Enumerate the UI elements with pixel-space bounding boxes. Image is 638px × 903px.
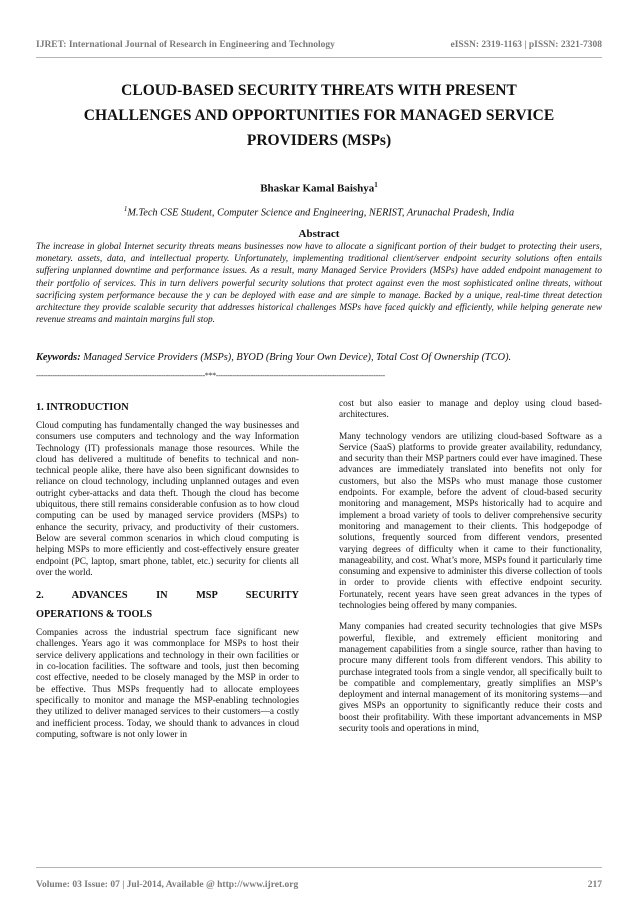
paper-title <box>50 78 588 153</box>
keywords <box>36 352 602 363</box>
paragraph: cost but also easier to manage and deploy using cloud based-architectures. <box>339 399 602 421</box>
affiliation-sup: 1 <box>123 205 128 213</box>
keywords-text: Managed Service Providers (MSPs), BYOD (Bring Your Own Device), Total Cost Of Ownership (TCO). <box>83 352 512 363</box>
right-column <box>339 399 602 745</box>
journal-name: IJRET: International Journal of Research in Engineering and Technology <box>36 40 335 50</box>
volume-info: Volume: 03 Issue: 07 | Jul-2014, Available @ http://www.ijret.org <box>36 880 299 890</box>
title-line: CHALLENGES AND OPPORTUNITIES FOR MANAGED SERVICE <box>83 107 555 124</box>
running-footer <box>36 880 602 894</box>
author-sup: 1 <box>374 181 378 189</box>
issn-info: eISSN: 2319-1163 | pISSN: 2321-7308 <box>450 40 602 50</box>
abstract-heading: Abstract <box>298 228 340 240</box>
section2-heading-cont: OPERATIONS & TOOLS <box>36 609 153 621</box>
section1-paragraph: Cloud computing has fundamentally changed the way businesses and consumers use computers and technology and the way Information Technology (IT) professionals manage those resources. While the cloud has delivered a multitude of benefits to technical and non-technical people alike, there have also been significant downsides to reliance on cloud technology, including unplanned outages and even outright cyber-attacks and data theft. Though the cloud has become ubiquitous, there still remains considerable confusion as to how cloud computing can be used by managed service providers (MSPs) to enhance the security, privacy, and productivity of their customers. Below are several common scenarios in which cloud computing is helping MSPs to more efficiently and cost-effectively ensure greater endpoint (PC, laptop, smart phone, tablet, etc.) security for clients all over the world. <box>36 421 299 578</box>
author-name: Bhaskar Kamal Baishya <box>260 182 375 195</box>
running-header <box>36 40 602 54</box>
abstract-text: The increase in global Internet security threats means businesses now have to allocate a significant portion of their budget to protecting their users, monetary. assets, data, and intellectual property. Unfortunately, implementing traditional client/server endpoint security solutions often entails suffering unplanned downtime and performance issues. As a result, many Managed Service Providers (MSPs) have added endpoint management to their portfolio of services. This in turn delivers powerful security solutions that protect against even the most sophisticated online threats, without sacrificing system performance because the y can be deployed with ease and are simple to manage. Backed by a unique, real-time threat detection architecture they provide scalable security that addresses historical challenges MSPs have faced quickly and efficiently, while helping generate new revenue streams and maintain margins full stop. <box>36 242 602 326</box>
header-rule <box>36 57 602 58</box>
section2-heading: 2. ADVANCES IN MSP SECURITY <box>36 590 299 602</box>
section2-paragraph: Companies across the industrial spectrum face significant new challenges. Years ago it was commonplace for MSPs to host their service delivery applications and technology in their own facilities or in co-location facilities. The software and tools, just then becoming cost effective, needed to be closely managed by the MSP in order to be effective. Thus MSPs frequently had to allocate employees specifically to monitor and manage the MSP-enabling technologies they utilized to deliver managed services to their customers—a costly and inefficient process. Today, we should thank to advances in cloud computing, software is not only lower in <box>36 628 299 740</box>
page-number: 217 <box>587 880 602 890</box>
section-separator: -------------------------------------------------------------------------***------------------------------------------------------------------------- <box>36 371 385 380</box>
footer-rule <box>36 867 602 868</box>
title-line: PROVIDERS (MSPs) <box>246 132 392 149</box>
affiliation <box>0 205 638 218</box>
affiliation-text: M.Tech CSE Student, Computer Science and Engineering, NERIST, Arunachal Pradesh, India <box>127 207 515 219</box>
author <box>0 181 638 195</box>
keywords-label: Keywords: <box>36 352 81 363</box>
title-line: CLOUD-BASED SECURITY THREATS WITH PRESENT <box>121 82 517 99</box>
section1-heading: 1. INTRODUCTION <box>36 402 129 413</box>
left-column <box>36 401 299 751</box>
paragraph: Many technology vendors are utilizing cloud-based Software as a Service (SaaS) platforms to provide greater availability, redundancy, and security than their MSP partners could ever have imagined. These advances are immediately translated into benefits not only for customers, but also the MSPs who must manage those customer endpoints. For example, before the advent of cloud-based security monitoring and management, MSPs historically had to acquire and implement a broad variety of tools to deliver comprehensive security monitoring and management to their clients. This hodgepodge of solutions, frequently sourced from different vendors, presented varying degrees of difficulty when it came to their functionality, manageability, and cost. What’s more, MSPs found it particularly time consuming and expensive to administer this diverse collection of tools in order to provide clients with effective endpoint security. Fortunately, recent years have seen great advances in the types of technologies being offered by many companies. <box>339 431 602 612</box>
paragraph: Many companies had created security technologies that give MSPs powerful, flexible, and extremely efficient monitoring and management capabilities from a single source, rather than having to procure many different tools from different vendors. This ability to purchase integrated tools from a single vendor, all specifically built to be compatible and complementary, greatly simplifies an MSP’s deployment and internal management of its monitoring systems—and gives MSPs an opportunity to significantly reduce their costs and boost their profitability. With these important advancements in MSP security tools and operations in mind, <box>339 622 602 735</box>
